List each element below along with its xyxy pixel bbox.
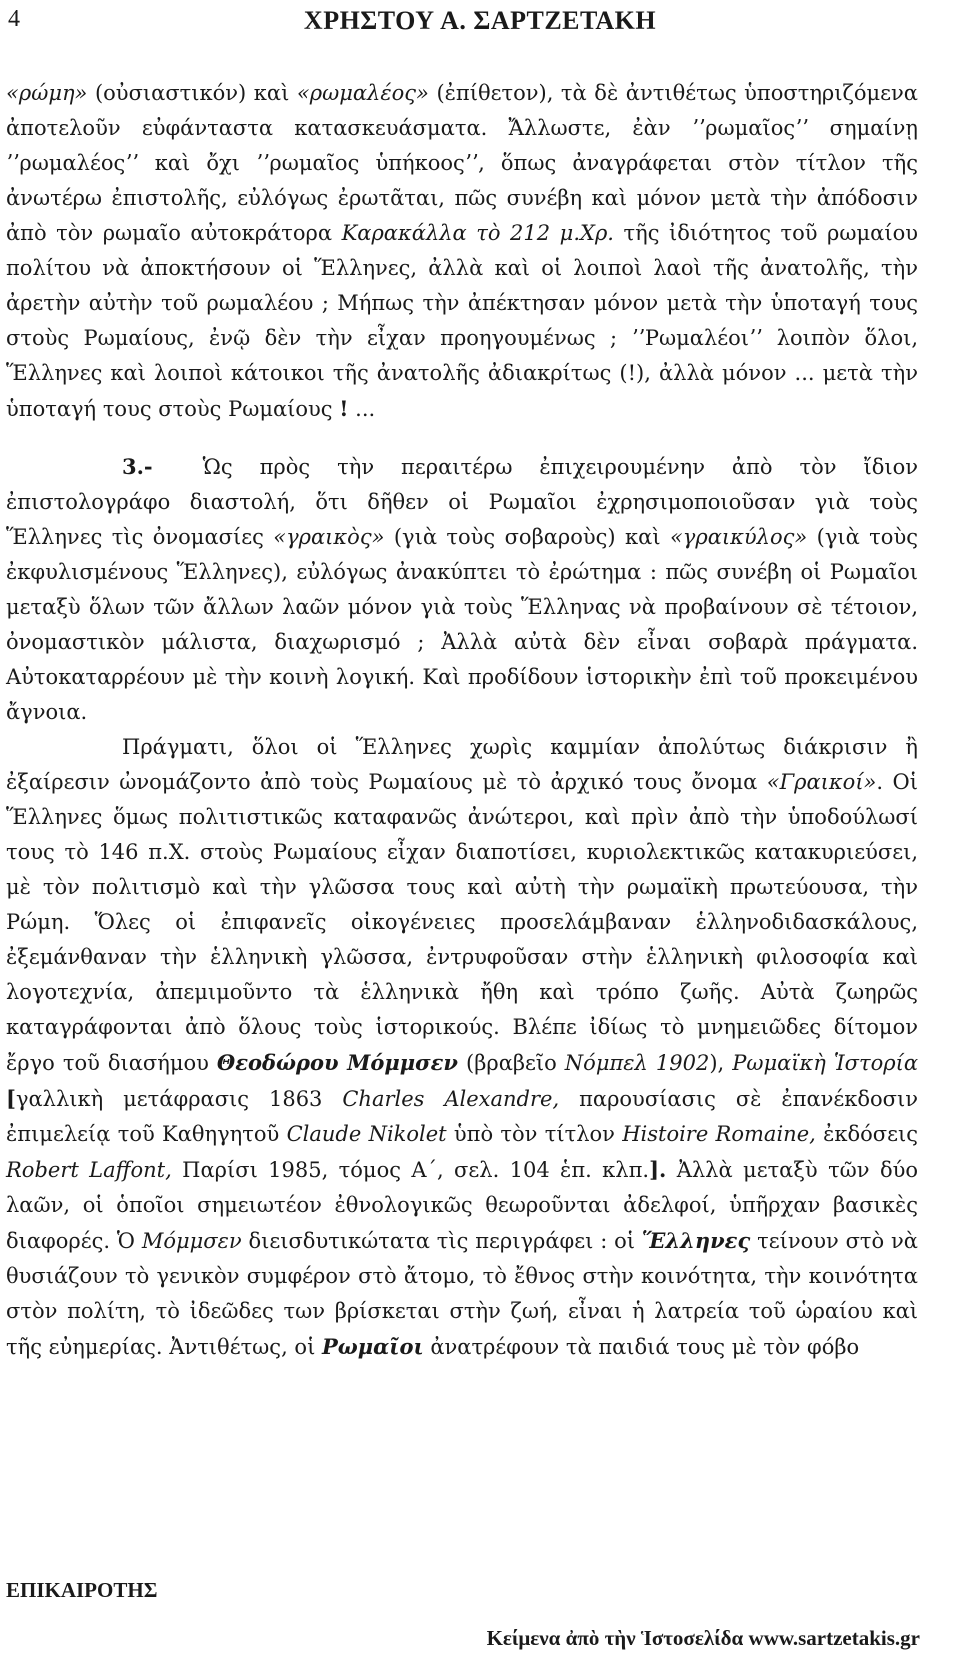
italic-term: Ρωμαϊκὴ Ἱστορία	[732, 1051, 918, 1075]
footer-source: Κείμενα ἀπὸ τὴν Ἱστοσελίδα www.sartzetakis.gr	[486, 1626, 920, 1650]
text-run: παρουσίασις σὲ ἐπανέκδοσιν ἐπιμελείᾳ τοῦ Καθηγητοῦ	[6, 1087, 919, 1146]
italic-term: Μόμμσεν	[141, 1229, 242, 1253]
text-run: τῆς ἰδιότητος τοῦ ρωμαίου πολίτου νὰ ἀποκτήσουν οἱ Ἕλληνες, ἀλλὰ καὶ οἱ λοιποὶ λαοὶ τῆς ἀνατολῆς, τὴν ἀρετὴν αὐτὴν τοῦ ρωμαλέου ; Μήπως τὴν ἀπέκτησαν μόνον μετὰ τὴν ὑποταγή τους στοὺς Ρωμαίους, ἐνῷ δὲν τὴν εἶχαν προηγουμένως ; ʼʼΡωμαλέοιʼʼ λοιπὸν ὅλοι, Ἕλληνες καὶ λοιποὶ κάτοικοι τῆς ἀνατολῆς ἀδιακρίτως (!), ἀλλὰ μόνον ... μετὰ τὴν ὑποταγή τους στοὺς Ρωμαίους	[6, 221, 918, 421]
text-run: ἐκδόσεις	[815, 1122, 918, 1146]
italic-term: Charles Alexandre,	[342, 1087, 560, 1111]
text-run: . Οἱ Ἕλληνες ὅμως πολιτιστικῶς καταφανῶς ἀνώτεροι, καὶ πρὶν ἀπὸ τὴν ὑποδούλωσί τους τὸ 146 π.Χ. στοὺς Ρωμαίους εἶχαν διαποτίσει, κυριολεκτικῶς κατακυριεύσει, μὲ τὸν πολιτισμὸ καὶ τὴν γλῶσσα τους καὶ αὐτὴ τὴν ρωμαϊκὴ πρωτεύουσα, τὴν Ρώμη. Ὅλες οἱ ἐπιφανεῖς οἰκογένειες προσελάμβαναν ἑλληνοδιδασκάλους, ἐξεμάνθαναν τὴν ἑλληνικὴ γλῶσσα, ἐντρυφοῦσαν στὴν ἑλληνικὴ φιλοσοφία καὶ λογοτεχνία, ἀπεμιμοῦντο τὰ ἑλληνικὰ ἤθη καὶ τρόπο ζωῆς. Αὐτὰ ζωηρῶς καταγράφονται ἀπὸ ὅλους τοὺς ἱστορικούς. Βλέπε ἰδίως τὸ μνημειῶδες δίτομον ἔργο τοῦ διασήμου	[6, 770, 918, 1075]
section-number: 3.-	[122, 454, 153, 479]
text-run: γαλλικὴ μετάφρασις 1863	[15, 1087, 343, 1111]
italic-term: Νόμπελ 1902	[564, 1051, 710, 1075]
italic-term: «γραικὸς»	[273, 525, 385, 549]
italic-term: Robert Laffont,	[6, 1158, 172, 1182]
text-run: Παρίσι 1985, τόμος Α΄, σελ. 104 ἑπ. κλπ.	[171, 1158, 650, 1182]
paragraph-3	[6, 730, 918, 1365]
text-run: (οὐσιαστικόν) καὶ	[87, 81, 297, 105]
paragraph-2	[6, 449, 918, 730]
italic-term: «ρωμαλέος»	[296, 81, 429, 105]
text-run: Ὡς πρὸς τὴν περαιτέρω ἐπιχειρουμένην ἀπὸ τὸν ἴδιον ἐπιστολογράφο διαστολή, ὅτι δῆθεν οἱ Ρωμαῖοι ἐχρησιμοποιοῦσαν γιὰ τοὺς Ἕλληνες τὶς ὀνομασίες	[6, 455, 918, 549]
text-run: Ἀλλὰ μεταξὺ τῶν δύο λαῶν, οἱ ὁποῖοι σημειωτέον ἐθνολογικῶς θεωροῦνται ἀδελφοί, ὑπῆρχαν βασικὲς διαφορές. Ὁ	[6, 1158, 918, 1253]
italic-term: «Γραικοί»	[766, 770, 877, 794]
italic-term: Καρακάλλα τὸ 212 μ.Χρ.	[341, 221, 614, 245]
page-number: 4	[8, 6, 20, 32]
text-run: ὑπὸ τὸν τίτλον	[446, 1122, 623, 1146]
text-run: ...	[348, 397, 376, 421]
text-run: ἀνατρέφουν τὰ παιδιά τους μὲ τὸν φόβο	[423, 1335, 860, 1359]
running-head: ΧΡΗΣΤΟΥ Α. ΣΑΡΤΖΕΤΑΚΗ	[303, 6, 657, 35]
paragraph-1	[6, 76, 918, 427]
italic-term: Histoire Romaine,	[622, 1122, 816, 1146]
text-run: ),	[709, 1051, 733, 1075]
text-run: διεισδυτικώτατα τὶς περιγράφει : οἱ	[241, 1229, 642, 1253]
footer-publication: ΕΠΙΚΑΙΡΟΤΗΣ	[6, 1578, 158, 1602]
text-run: (βραβεῖο	[458, 1051, 565, 1075]
text-run: (γιὰ τοὺς σοβαροὺς) καὶ	[384, 525, 670, 549]
text-run: (ἐπίθετον), τὰ δὲ ἀντιθέτως ὑποστηριζόμενα ἀποτελοῦν εὐφάνταστα κατασκευάσματα. Ἄλλωστε, ἐὰν ʼʼρωμαῖοςʼʼ σημαίνῃ ʼʼρωμαλέοςʼʼ καὶ ὄχι ʼʼρωμαῖος ὑπήκοοςʼʼ, ὅπως ἀναγράφεται στὸν τίτλον τῆς ἀνωτέρω ἐπιστολῆς, εὐλόγως ἐρωτᾶται, πῶς συνέβη καὶ μόνον μετὰ τὴν ἀπόδοσιν ἀπὸ τὸν ρωμαῖο αὐτοκράτορα	[6, 81, 918, 245]
document-body	[6, 76, 918, 1365]
bold-italic-name: Ρωμαῖοι	[321, 1334, 424, 1359]
bold-italic-name: Θεοδώρου Μόμμσεν	[216, 1050, 458, 1075]
italic-term: «γραικύλος»	[669, 525, 808, 549]
bracket-close: ].	[649, 1157, 667, 1182]
bold-mark: !	[339, 396, 349, 421]
text-run: Πράγματι, ὅλοι οἱ Ἕλληνες χωρὶς καμμίαν ἀπολύτως διάκρισιν ἢ ἐξαίρεσιν ὠνομάζοντο ἀπὸ τοὺς Ρωμαίους μὲ τὸ ἀρχικό τους ὄνομα	[6, 735, 918, 794]
italic-term: «ρώμη»	[6, 81, 88, 105]
italic-term: Claude Nikolet	[286, 1122, 447, 1146]
bracket-open: [	[6, 1086, 16, 1111]
text-run: (γιὰ τοὺς ἐκφυλισμένους Ἕλληνες), εὐλόγως ἀνακύπτει τὸ ἐρώτημα : πῶς συνέβη οἱ Ρωμαῖοι μεταξὺ ὅλων τῶν ἄλλων λαῶν μόνον γιὰ τοὺς Ἕλληνας νὰ προβαίνουν σὲ τέτοιον, ὀνομαστικὸν μάλιστα, διαχωρισμό ; Ἀλλὰ αὐτὰ δὲν εἶναι σοβαρὰ πράγματα. Αὐτοκαταρρέουν μὲ τὴν κοινὴ λογική. Καὶ προδίδουν ἱστορικὴν ἐπὶ τοῦ προκειμένου ἄγνοια.	[6, 525, 918, 724]
text-run: τείνουν στὸ νὰ θυσιάζουν τὸ γενικὸν συμφέρον στὸ ἄτομο, τὸ ἔθνος στὴν κοινότητα, τὴν κοινότητα στὸν πολίτη, τὸ ἰδεῶδες των βρίσκεται στὴν ζωή, εἶναι ἡ λατρεία τοῦ ὡραίου καὶ τῆς εὐημερίας. Ἀντιθέτως, οἱ	[6, 1229, 918, 1359]
bold-italic-name: Ἕλληνες	[641, 1228, 751, 1253]
